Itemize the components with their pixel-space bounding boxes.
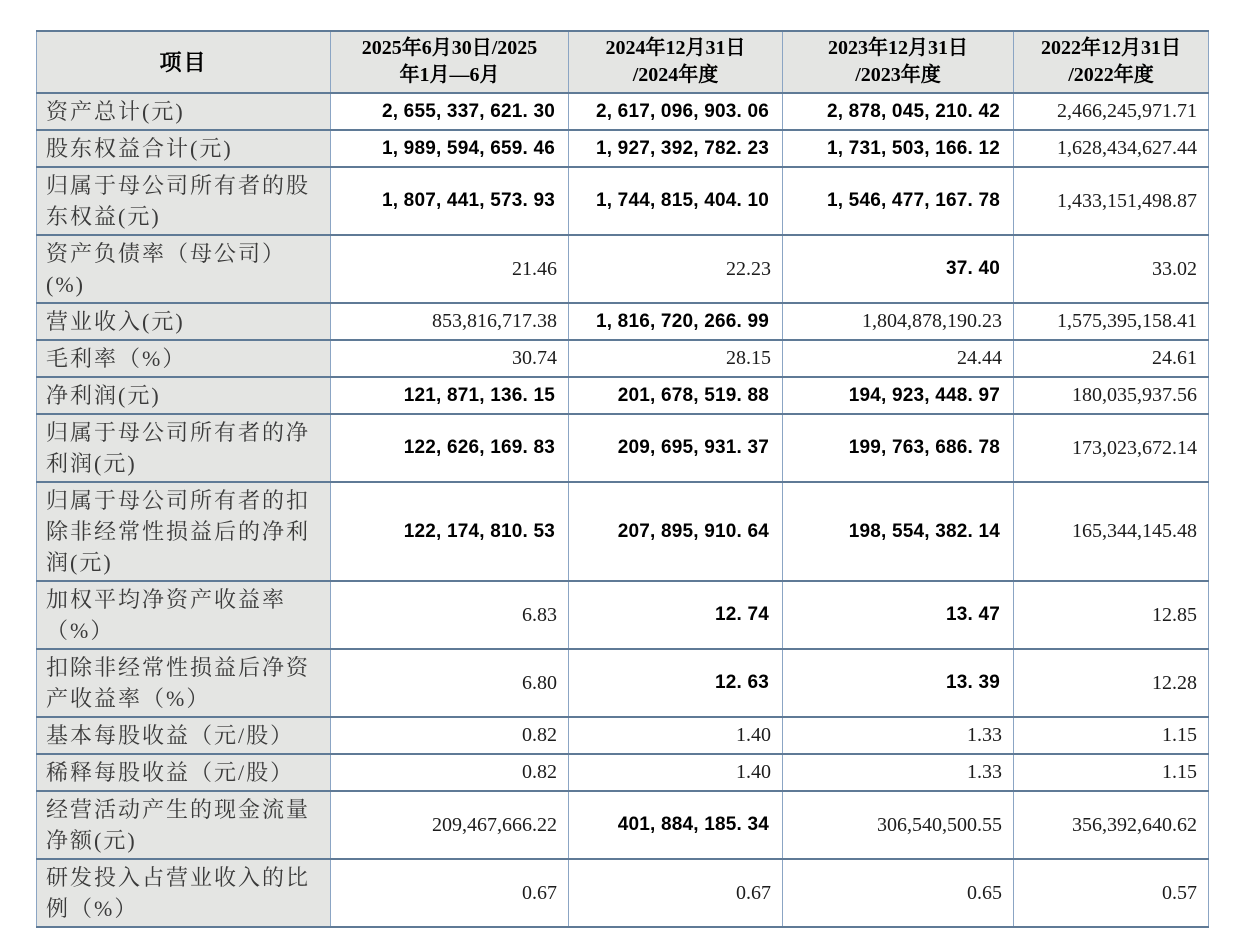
value-cell: 199, 763, 686. 78 bbox=[783, 414, 1014, 482]
value-cell: 1,628,434,627.44 bbox=[1014, 130, 1209, 167]
value-cell: 0.82 bbox=[331, 754, 569, 791]
value-cell: 2,466,245,971.71 bbox=[1014, 93, 1209, 130]
column-header-line: 2024年12月31日 bbox=[605, 37, 746, 59]
row-label: 股东权益合计(元) bbox=[37, 130, 331, 167]
value-cell: 1,575,395,158.41 bbox=[1014, 303, 1209, 340]
value-cell: 853,816,717.38 bbox=[331, 303, 569, 340]
value-cell: 37. 40 bbox=[783, 235, 1014, 303]
value-cell: 12. 63 bbox=[569, 649, 783, 717]
value-cell: 1.33 bbox=[783, 717, 1014, 754]
value-cell: 1, 546, 477, 167. 78 bbox=[783, 167, 1014, 235]
column-header-line: 年1月—6月 bbox=[399, 64, 500, 86]
value-cell: 122, 626, 169. 83 bbox=[331, 414, 569, 482]
column-header-line: 项目 bbox=[159, 49, 208, 75]
value-cell: 2, 617, 096, 903. 06 bbox=[569, 93, 783, 130]
column-header-period bbox=[1014, 31, 1209, 93]
value-cell: 198, 554, 382. 14 bbox=[783, 482, 1014, 581]
row-label: 扣除非经常性损益后净资产收益率（%） bbox=[37, 649, 331, 717]
table-row bbox=[37, 859, 1209, 927]
value-cell: 13. 47 bbox=[783, 581, 1014, 649]
value-cell: 1.40 bbox=[569, 717, 783, 754]
value-cell: 1.15 bbox=[1014, 717, 1209, 754]
row-label: 归属于母公司所有者的净利润(元) bbox=[37, 414, 331, 482]
column-header-line: 2023年12月31日 bbox=[828, 37, 968, 59]
row-label: 资产总计(元) bbox=[37, 93, 331, 130]
value-cell: 1.15 bbox=[1014, 754, 1209, 791]
value-cell: 33.02 bbox=[1014, 235, 1209, 303]
column-header-line: 2022年12月31日 bbox=[1041, 37, 1181, 59]
row-label: 归属于母公司所有者的股东权益(元) bbox=[37, 167, 331, 235]
column-header-item bbox=[37, 31, 331, 93]
value-cell: 0.65 bbox=[783, 859, 1014, 927]
value-cell: 21.46 bbox=[331, 235, 569, 303]
value-cell: 0.57 bbox=[1014, 859, 1209, 927]
column-header-period bbox=[331, 31, 569, 93]
value-cell: 1.40 bbox=[569, 754, 783, 791]
column-header-period bbox=[783, 31, 1014, 93]
value-cell: 28.15 bbox=[569, 340, 783, 377]
value-cell: 165,344,145.48 bbox=[1014, 482, 1209, 581]
value-cell: 173,023,672.14 bbox=[1014, 414, 1209, 482]
row-label: 毛利率（%） bbox=[37, 340, 331, 377]
column-header-line: /2024年度 bbox=[632, 64, 719, 86]
value-cell: 122, 174, 810. 53 bbox=[331, 482, 569, 581]
value-cell: 1, 989, 594, 659. 46 bbox=[331, 130, 569, 167]
value-cell: 22.23 bbox=[569, 235, 783, 303]
table-row bbox=[37, 303, 1209, 340]
row-label: 稀释每股收益（元/股） bbox=[37, 754, 331, 791]
table-row bbox=[37, 791, 1209, 859]
table-row bbox=[37, 377, 1209, 414]
value-cell: 209,467,666.22 bbox=[331, 791, 569, 859]
table-row bbox=[37, 581, 1209, 649]
row-label: 营业收入(元) bbox=[37, 303, 331, 340]
column-header-line: /2022年度 bbox=[1068, 64, 1154, 86]
value-cell: 0.67 bbox=[331, 859, 569, 927]
value-cell: 30.74 bbox=[331, 340, 569, 377]
value-cell: 0.82 bbox=[331, 717, 569, 754]
value-cell: 6.80 bbox=[331, 649, 569, 717]
table-row bbox=[37, 414, 1209, 482]
value-cell: 180,035,937.56 bbox=[1014, 377, 1209, 414]
table-row bbox=[37, 340, 1209, 377]
value-cell: 1.33 bbox=[783, 754, 1014, 791]
financial-data-table bbox=[36, 30, 1209, 928]
value-cell: 209, 695, 931. 37 bbox=[569, 414, 783, 482]
value-cell: 207, 895, 910. 64 bbox=[569, 482, 783, 581]
row-label: 基本每股收益（元/股） bbox=[37, 717, 331, 754]
value-cell: 1, 744, 815, 404. 10 bbox=[569, 167, 783, 235]
row-label: 归属于母公司所有者的扣除非经常性损益后的净利润(元) bbox=[37, 482, 331, 581]
value-cell: 1, 807, 441, 573. 93 bbox=[331, 167, 569, 235]
value-cell: 12.28 bbox=[1014, 649, 1209, 717]
value-cell: 306,540,500.55 bbox=[783, 791, 1014, 859]
value-cell: 2, 878, 045, 210. 42 bbox=[783, 93, 1014, 130]
value-cell: 6.83 bbox=[331, 581, 569, 649]
value-cell: 24.61 bbox=[1014, 340, 1209, 377]
value-cell: 2, 655, 337, 621. 30 bbox=[331, 93, 569, 130]
value-cell: 13. 39 bbox=[783, 649, 1014, 717]
value-cell: 401, 884, 185. 34 bbox=[569, 791, 783, 859]
table-row bbox=[37, 754, 1209, 791]
value-cell: 12. 74 bbox=[569, 581, 783, 649]
table-row bbox=[37, 482, 1209, 581]
row-label: 资产负债率（母公司）(%) bbox=[37, 235, 331, 303]
table-row bbox=[37, 93, 1209, 130]
value-cell: 1, 816, 720, 266. 99 bbox=[569, 303, 783, 340]
table-row bbox=[37, 649, 1209, 717]
column-header-line: /2023年度 bbox=[855, 64, 941, 86]
value-cell: 356,392,640.62 bbox=[1014, 791, 1209, 859]
column-header-period bbox=[569, 31, 783, 93]
table-row bbox=[37, 130, 1209, 167]
value-cell: 12.85 bbox=[1014, 581, 1209, 649]
row-label: 经营活动产生的现金流量净额(元) bbox=[37, 791, 331, 859]
value-cell: 121, 871, 136. 15 bbox=[331, 377, 569, 414]
row-label: 净利润(元) bbox=[37, 377, 331, 414]
value-cell: 1,804,878,190.23 bbox=[783, 303, 1014, 340]
row-label: 研发投入占营业收入的比例（%） bbox=[37, 859, 331, 927]
value-cell: 201, 678, 519. 88 bbox=[569, 377, 783, 414]
value-cell: 24.44 bbox=[783, 340, 1014, 377]
value-cell: 1, 731, 503, 166. 12 bbox=[783, 130, 1014, 167]
table-row bbox=[37, 167, 1209, 235]
table-header-row bbox=[37, 31, 1209, 93]
value-cell: 194, 923, 448. 97 bbox=[783, 377, 1014, 414]
value-cell: 1,433,151,498.87 bbox=[1014, 167, 1209, 235]
value-cell: 1, 927, 392, 782. 23 bbox=[569, 130, 783, 167]
value-cell: 0.67 bbox=[569, 859, 783, 927]
row-label: 加权平均净资产收益率（%） bbox=[37, 581, 331, 649]
column-header-line: 2025年6月30日/2025 bbox=[361, 37, 538, 59]
table-row bbox=[37, 717, 1209, 754]
table-row bbox=[37, 235, 1209, 303]
